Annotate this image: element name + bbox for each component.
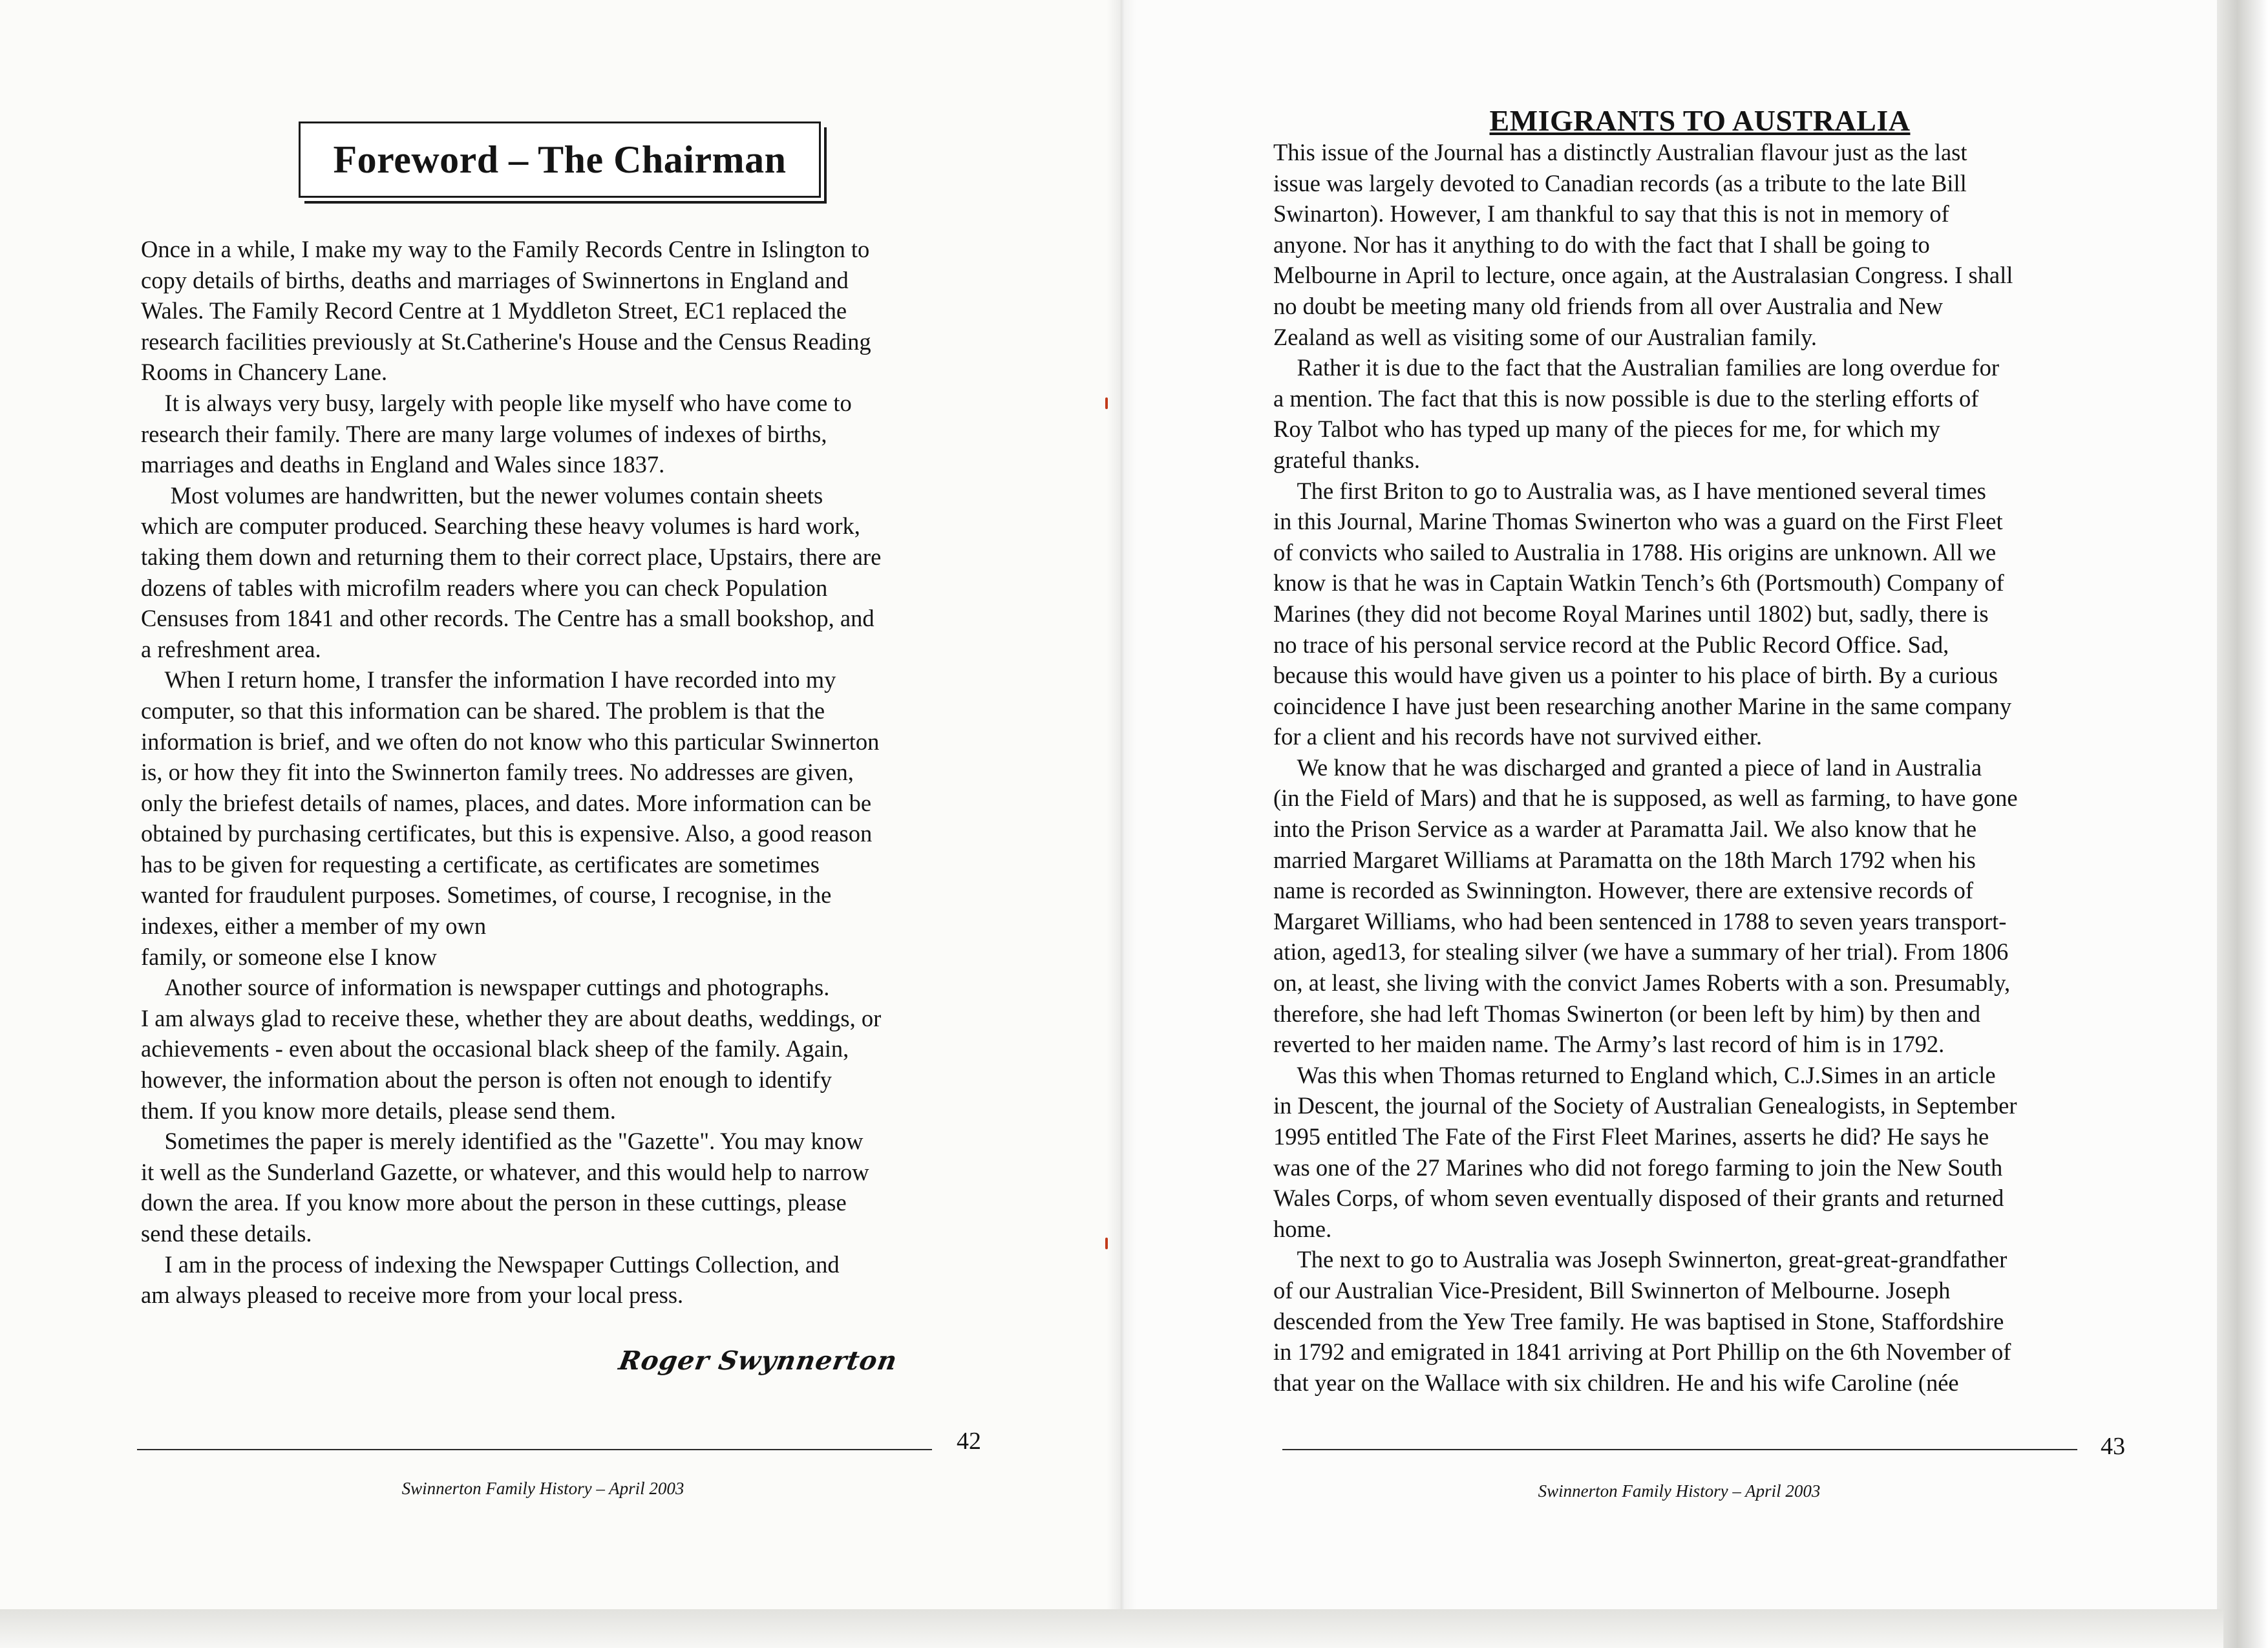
text-line: know is that he was in Captain Watkin Tench’s 6th (Portsmouth) Company of: [1273, 569, 2004, 597]
text-line: a refreshment area.: [141, 635, 321, 662]
text-line: obtained by purchasing certificates, but this is expensive. Also, a good reason: [141, 820, 873, 847]
text-line: in this Journal, Marine Thomas Swinerton who was a guard on the First Fleet: [1273, 508, 2003, 535]
running-footer: Swinnerton Family History – April 2003: [401, 1479, 684, 1498]
text-line: has to be given for requesting a certificate, as certificates are sometimes: [141, 850, 820, 878]
text-line: was one of the 27 Marines who did not forego farming to join the New South: [1273, 1154, 2003, 1181]
text-line: We know that he was discharged and granted a piece of land in Australia: [1273, 754, 1982, 781]
text-line: name is recorded as Swinnington. However, there are extensive records of: [1273, 877, 1974, 904]
page-number: 43: [2101, 1433, 2125, 1460]
text-line: indexes, either a member of my own: [141, 913, 487, 940]
text-line: Sometimes the paper is merely identified as the "Gazette". You may know: [141, 1128, 864, 1155]
article-body: [1273, 137, 2139, 1398]
text-line: Most volumes are handwritten, but the newer volumes contain sheets: [141, 481, 823, 509]
text-line: ation, aged13, for stealing silver (we have a summary of her trial). From 1806: [1273, 938, 2009, 966]
footer-rule: [1282, 1449, 2077, 1450]
text-line: on, at least, she living with the convict James Roberts with a son. Presumably,: [1273, 969, 2011, 997]
text-line: taking them down and returning them to their correct place, Upstairs, there are: [141, 543, 882, 570]
text-line: The first Briton to go to Australia was, as I have mentioned several times: [1273, 477, 1986, 504]
text-line: marriages and deaths in England and Wales since 1837.: [141, 451, 665, 478]
scan-mark: [1105, 1238, 1108, 1249]
text-line: coincidence I have just been researching another Marine in the same company: [1273, 692, 2012, 719]
page-edge: [2217, 0, 2268, 1648]
text-line: family, or someone else I know: [141, 943, 437, 970]
text-line: am always pleased to receive more from your local press.: [141, 1282, 684, 1309]
text-line: copy details of births, deaths and marriages of Swinnertons in England and: [141, 266, 849, 293]
text-line: issue was largely devoted to Canadian records (as a tribute to the late Bill: [1273, 169, 1967, 196]
text-line: it well as the Sunderland Gazette, or whatever, and this would help to narrow: [141, 1158, 869, 1185]
text-line: research their family. There are many large volumes of indexes of births,: [141, 420, 827, 447]
text-line: for a client and his records have not survived either.: [1273, 723, 1763, 750]
text-line: Rather it is due to the fact that the Australian families are long overdue for: [1273, 354, 2000, 381]
text-line: Zealand as well as visiting some of our Australian family.: [1273, 323, 1817, 350]
text-line: It is always very busy, largely with people like myself who have come to: [141, 389, 852, 416]
page-number: 42: [957, 1428, 981, 1455]
text-line: into the Prison Service as a warder at Paramatta Jail. We also know that he: [1273, 816, 1977, 843]
text-line: I am in the process of indexing the Newspaper Cuttings Collection, and: [141, 1251, 840, 1278]
text-line: only the briefest details of names, places, and dates. More information can be: [141, 789, 872, 816]
scan-bottom-edge: [0, 1609, 2223, 1648]
text-line: reverted to her maiden name. The Army’s last record of him is in 1792.: [1273, 1031, 1945, 1058]
book-gutter: [1107, 0, 1136, 1609]
text-line: achievements - even about the occasional black sheep of the family. Again,: [141, 1035, 849, 1062]
text-line: a mention. The fact that this is now possible is due to the sterling efforts of: [1273, 385, 1979, 412]
text-line: no trace of his personal service record at the Public Record Office. Sad,: [1273, 631, 1949, 658]
text-line: of our Australian Vice-President, Bill Swinnerton of Melbourne. Joseph: [1273, 1276, 1951, 1304]
text-line: Roy Talbot who has typed up many of the pieces for me, for which my: [1273, 416, 1940, 443]
footer-rule: [137, 1449, 932, 1450]
text-line: computer, so that this information can be shared. The problem is that the: [141, 697, 825, 724]
text-line: wanted for fraudulent purposes. Sometimes, of course, I recognise, in the: [141, 882, 832, 909]
text-line: send these details.: [141, 1220, 312, 1247]
foreword-body: [141, 234, 1001, 1311]
article-heading: EMIGRANTS TO AUSTRALIA: [1489, 104, 1911, 137]
text-line: Censuses from 1841 and other records. The Centre has a small bookshop, and: [141, 605, 874, 632]
text-line: research facilities previously at St.Catherine's House and the Census Reading: [141, 328, 871, 355]
text-line: however, the information about the person is often not enough to identify: [141, 1066, 832, 1093]
text-line: which are computer produced. Searching these heavy volumes is hard work,: [141, 512, 860, 540]
text-line: grateful thanks.: [1273, 446, 1421, 473]
text-line: therefore, she had left Thomas Swinerton (or been left by him) by then and: [1273, 1000, 1981, 1027]
text-line: The next to go to Australia was Joseph Swinnerton, great-great-grandfather: [1273, 1246, 2008, 1273]
text-line: 1995 entitled The Fate of the First Fleet Marines, asserts he did? He says he: [1273, 1123, 1989, 1150]
text-line: Was this when Thomas returned to England which, C.J.Simes in an article: [1273, 1061, 1996, 1088]
text-line: Marines (they did not become Royal Marines until 1802) but, sadly, there is: [1273, 600, 1989, 627]
text-line: Once in a while, I make my way to the Family Records Centre in Islington to: [141, 236, 870, 262]
text-line: that year on the Wallace with six children. He and his wife Caroline (née: [1273, 1369, 1959, 1396]
text-line: down the area. If you know more about the person in these cuttings, please: [141, 1189, 847, 1216]
text-line: (in the Field of Mars) and that he is supposed, as well as farming, to have gone: [1273, 785, 2018, 812]
scan-mark: [1105, 397, 1108, 409]
text-line: home.: [1273, 1215, 1332, 1242]
text-line: Wales Corps, of whom seven eventually disposed of their grants and returned: [1273, 1185, 2004, 1212]
text-line: of convicts who sailed to Australia in 1788. His origins are unknown. All we: [1273, 538, 1997, 565]
text-line: dozens of tables with microfilm readers where you can check Population: [141, 574, 828, 601]
text-line: because this would have given us a pointer to his place of birth. By a curious: [1273, 662, 1998, 689]
text-line: married Margaret Williams at Paramatta on the 18th March 1792 when his: [1273, 846, 1976, 873]
text-line: Wales. The Family Record Centre at 1 Myddleton Street, EC1 replaced the: [141, 297, 847, 324]
text-line: is, or how they fit into the Swinnerton family trees. No addresses are given,: [141, 759, 854, 786]
text-line: them. If you know more details, please send them.: [141, 1097, 616, 1124]
text-line: Melbourne in April to lecture, once again, at the Australasian Congress. I shall: [1273, 262, 2013, 289]
text-line: Rooms in Chancery Lane.: [141, 359, 388, 386]
text-line: in 1792 and emigrated in 1841 arriving at Port Phillip on the 6th November of: [1273, 1338, 2011, 1366]
text-line: Swinarton). However, I am thankful to say that this is not in memory of: [1273, 200, 1949, 227]
text-line: I am always glad to receive these, whether they are about deaths, weddings, or: [141, 1004, 882, 1031]
text-line: When I return home, I transfer the information I have recorded into my: [141, 666, 836, 693]
text-line: descended from the Yew Tree family. He was baptised in Stone, Staffordshire: [1273, 1307, 2004, 1335]
text-line: Margaret Williams, who had been sentenced in 1788 to seven years transport-: [1273, 907, 2007, 935]
text-line: This issue of the Journal has a distinctly Australian flavour just as the last: [1273, 139, 1967, 165]
text-line: information is brief, and we often do not know who this particular Swinnerton: [141, 728, 880, 755]
text-line: in Descent, the journal of the Society of Australian Genealogists, in September: [1273, 1092, 2017, 1119]
text-line: Another source of information is newspaper cuttings and photographs.: [141, 974, 830, 1001]
page-title: Foreword – The Chairman: [333, 138, 787, 181]
running-footer: Swinnerton Family History – April 2003: [1538, 1481, 1821, 1501]
text-line: anyone. Nor has it anything to do with the fact that I shall be going to: [1273, 231, 1930, 258]
text-line: no doubt be meeting many old friends from all over Australia and New: [1273, 292, 1943, 319]
foreword-title-box: [299, 121, 821, 198]
signature: Roger Swynnerton: [616, 1346, 900, 1376]
